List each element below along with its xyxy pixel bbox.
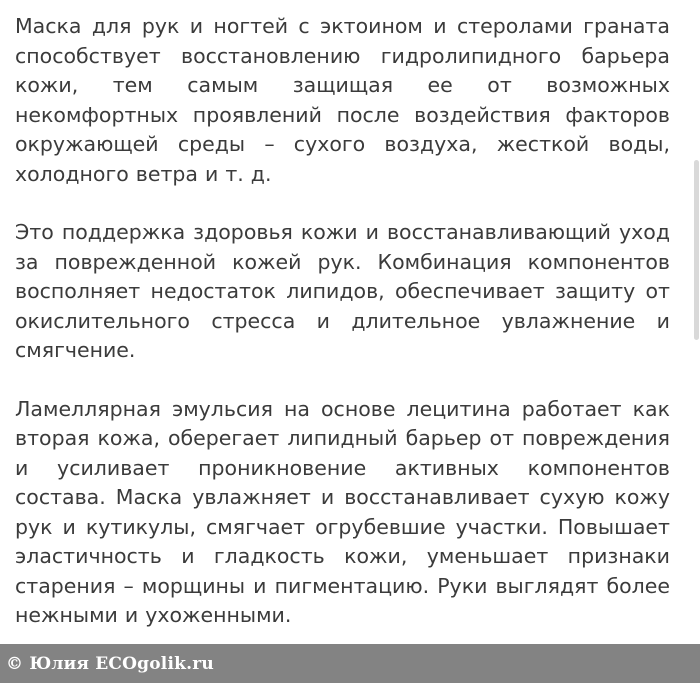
watermark-text: © Юлия ECOgolik.ru	[6, 653, 214, 674]
paragraph-2: Это поддержка здоровья кожи и восстанавливающий уход за поврежденной кожей рук. Комбинация компонентов восполняет недостаток липидов, обеспечивает защиту от окислительного стресса и длительное увлажнение и смягчение.	[15, 220, 670, 362]
article-body	[15, 12, 670, 660]
paragraph-1: Маска для рук и ногтей с эктоином и стеролами граната способствует восстановлению гидролипидного барьера кожи, тем самым защищая ее от возможных некомфортных проявлений после воздействия факторов окружающей среды – сухого воздуха, жесткой воды, холодного ветра и т. д.	[15, 14, 670, 186]
watermark-bar	[0, 644, 700, 683]
scrollbar[interactable]	[692, 0, 700, 683]
paragraph-3: Ламеллярная эмульсия на основе лецитина работает как вторая кожа, оберегает липидный барьер от повреждения и усиливает проникновение активных компонентов состава. Маска увлажняет и восстанавливает сухую кожу рук и кутикулы, смягчает огрубевшие участки. Повышает эластичность и гладкость кожи, уменьшает признаки старения – морщины и пигментацию. Руки выглядят более нежными и ухоженными.	[15, 396, 670, 627]
scrollbar-thumb[interactable]	[694, 160, 699, 340]
